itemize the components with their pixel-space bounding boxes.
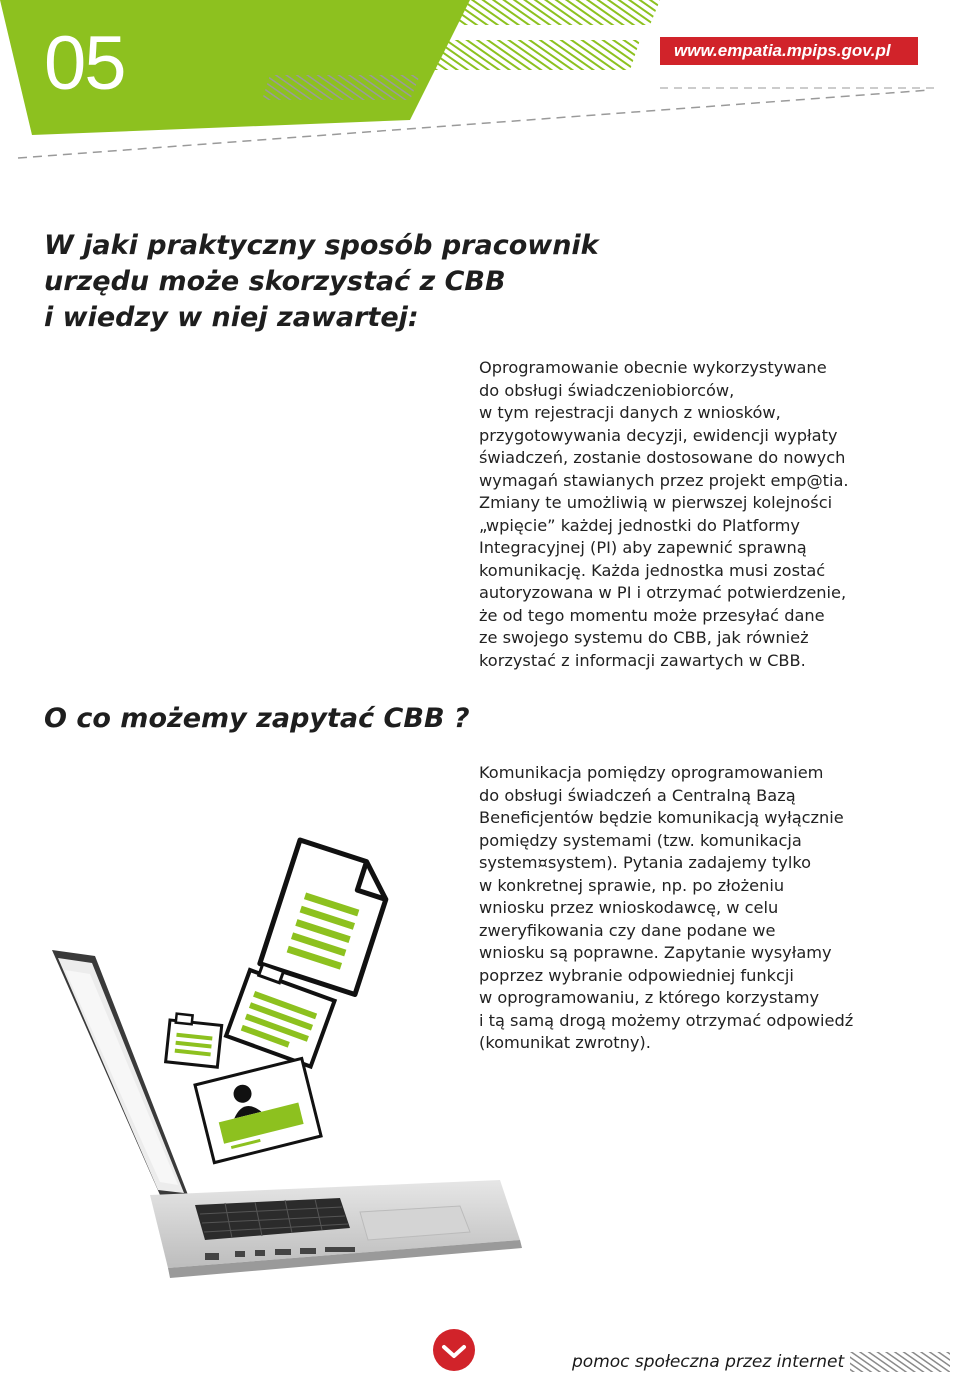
heading-line: urzędu może skorzystać z CBB xyxy=(44,266,506,297)
paragraph-line: system¤system). Pytania zadajemy tylko xyxy=(479,853,812,872)
header-hatch-2 xyxy=(420,40,640,70)
website-url-tag[interactable]: www.empatia.mpips.gov.pl xyxy=(660,37,918,65)
body-paragraph xyxy=(479,762,919,1055)
paragraph-line: Oprogramowanie obecnie wykorzystywane xyxy=(479,358,827,377)
section-heading: O co możemy zapytać CBB ? xyxy=(44,703,470,734)
header-decoration xyxy=(0,0,960,170)
paragraph-line: wniosku są poprawne. Zapytanie wysyłamy xyxy=(479,943,832,962)
paragraph-line: komunikację. Każda jednostka musi zostać xyxy=(479,560,826,580)
paragraph-line: wymagań stawianych przez projekt emp@tia. xyxy=(479,470,849,490)
paragraph-line: autoryzowana w PI i otrzymać potwierdzenie, xyxy=(479,583,847,602)
paragraph-line: i tą samą drogą możemy otrzymać odpowiedź xyxy=(479,1010,854,1030)
footer-tagline: pomoc społeczna przez internet xyxy=(572,1352,845,1372)
heading-line: i wiedzy w niej zawartej: xyxy=(44,302,419,333)
paragraph-line: poprzez wybranie odpowiedniej funkcji xyxy=(479,965,794,985)
paragraph-line: Zmiany te umożliwią w pierwszej kolejności xyxy=(479,493,833,512)
paragraph-line: ze swojego systemu do CBB, jak również xyxy=(479,628,809,647)
folder-icon xyxy=(166,1013,223,1067)
question-heading xyxy=(44,228,644,336)
paragraph-line: Komunikacja pomiędzy oprogramowaniem xyxy=(479,763,824,782)
heading-line: W jaki praktyczny sposób pracownik xyxy=(44,230,599,261)
paragraph-line: (komunikat zwrotny). xyxy=(479,1033,651,1052)
header-hatch-gray xyxy=(262,75,420,100)
paragraph-line: Integracyjnej (PI) aby zapewnić sprawną xyxy=(479,538,807,557)
paragraph-line: do obsługi świadczeniobiorców, xyxy=(479,380,735,400)
paragraph-line: w oprogramowaniu, z którego korzystamy xyxy=(479,988,820,1007)
intro-paragraph xyxy=(479,357,919,672)
chevron-down-circle-icon xyxy=(432,1328,476,1372)
paragraph-line: „wpięcie” każdej jednostki do Platformy xyxy=(479,515,800,535)
paragraph-line: do obsługi świadczeń a Centralną Bazą xyxy=(479,785,796,805)
profile-card-icon xyxy=(195,1058,321,1162)
paragraph-line: przygotowywania decyzji, ewidencji wypłaty xyxy=(479,425,838,445)
page-number: 05 xyxy=(44,21,125,106)
footer-hatch-decoration xyxy=(850,1352,950,1372)
paragraph-line: zweryfikowania czy dane podane we xyxy=(479,920,776,940)
paragraph-line: pomiędzy systemami (tzw. komunikacja xyxy=(479,830,802,850)
paragraph-line: korzystać z informacji zawartych w CBB. xyxy=(479,650,806,670)
paragraph-line: wniosku przez wnioskodawcę, w celu xyxy=(479,898,779,917)
header-hatch-1 xyxy=(360,0,660,25)
paragraph-line: w konkretnej sprawie, np. po złożeniu xyxy=(479,875,785,895)
paragraph-line: Beneficjentów będzie komunikacją wyłącznie xyxy=(479,808,844,827)
paragraph-line: świadczeń, zostanie dostosowane do nowych xyxy=(479,448,846,467)
laptop-illustration xyxy=(0,800,540,1300)
paragraph-line: w tym rejestracji danych z wniosków, xyxy=(479,403,781,422)
paragraph-line: że od tego momentu może przesyłać dane xyxy=(479,605,825,625)
